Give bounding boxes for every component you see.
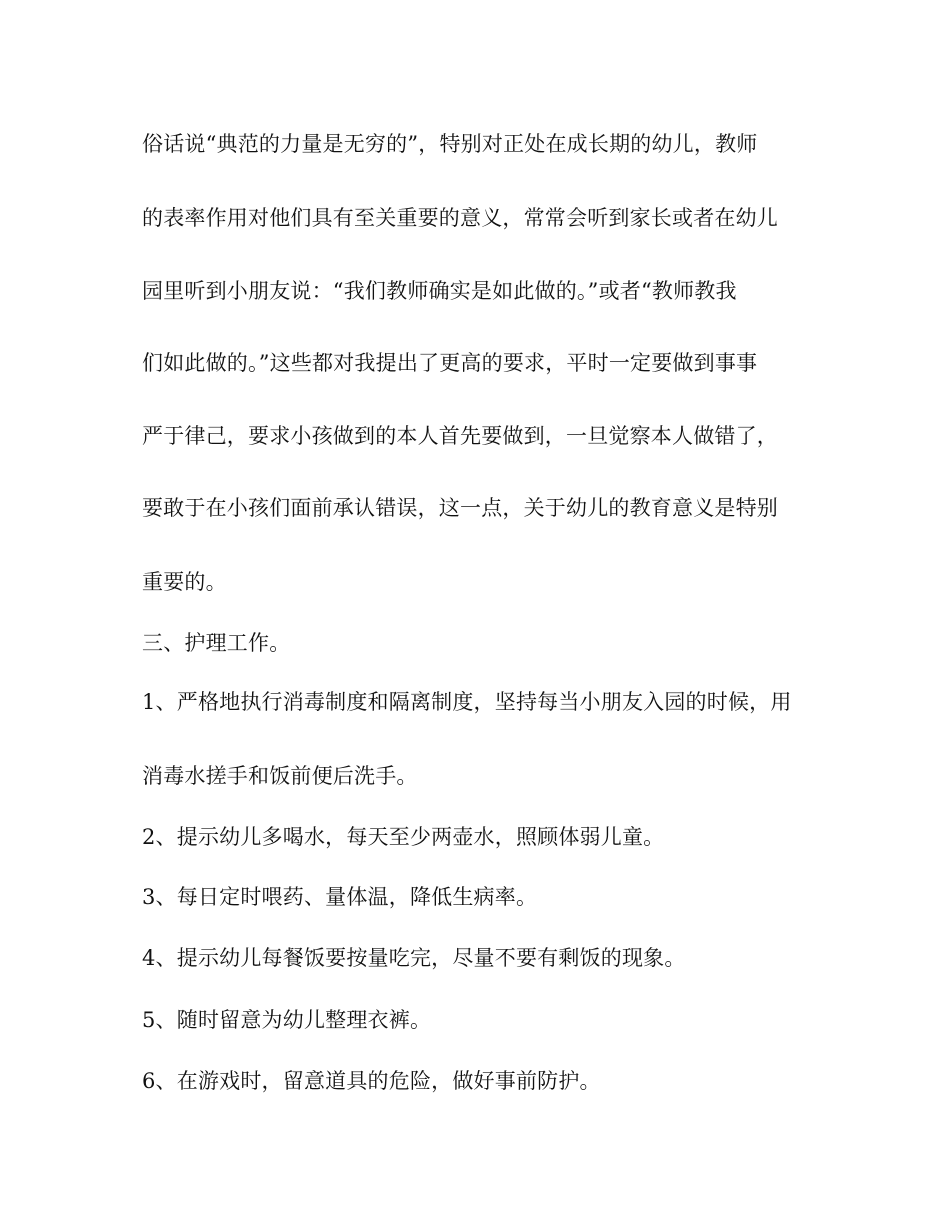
text-line: 们如此做的。”这些都对我提出了更高的要求，平时一定要做到事事 [142,351,758,375]
care-item-6: 6、在游戏时，留意道具的危险，做好事前防护。 [142,1069,601,1093]
care-item-2: 2、提示幼儿多喝水，每天至少两壶水，照顾体弱儿童。 [142,825,665,849]
care-item-3: 3、每日定时喂药、量体温，降低生病率。 [142,885,538,909]
text-line: 消毒水搓手和饭前便后洗手。 [142,764,418,788]
care-item-4: 4、提示幼儿每餐饭要按量吃完，尽量不要有剩饭的现象。 [142,946,686,970]
text-line: 1、严格地执行消毒制度和隔离制度，坚持每当小朋友入园的时候，用 [142,690,792,714]
text-line: 园里听到小朋友说：“我们教师确实是如此做的。”或者“教师教我 [142,279,737,303]
text-line: 要敢于在小孩们面前承认错误，这一点，关于幼儿的教育意义是特别 [142,496,778,520]
text-line: 重要的。 [142,570,227,594]
text-line: 俗话说“典范的力量是无穷的”，特别对正处在成长期的幼儿，教师 [142,132,758,156]
section-heading: 三、护理工作。 [142,631,291,655]
text-line: 的表率作用对他们具有至关重要的意义，常常会听到家长或者在幼儿 [142,206,778,230]
text-line: 严于律己，要求小孩做到的本人首先要做到，一旦觉察本人做错了， [142,424,778,448]
care-item-5: 5、随时留意为幼儿整理衣裤。 [142,1008,432,1032]
